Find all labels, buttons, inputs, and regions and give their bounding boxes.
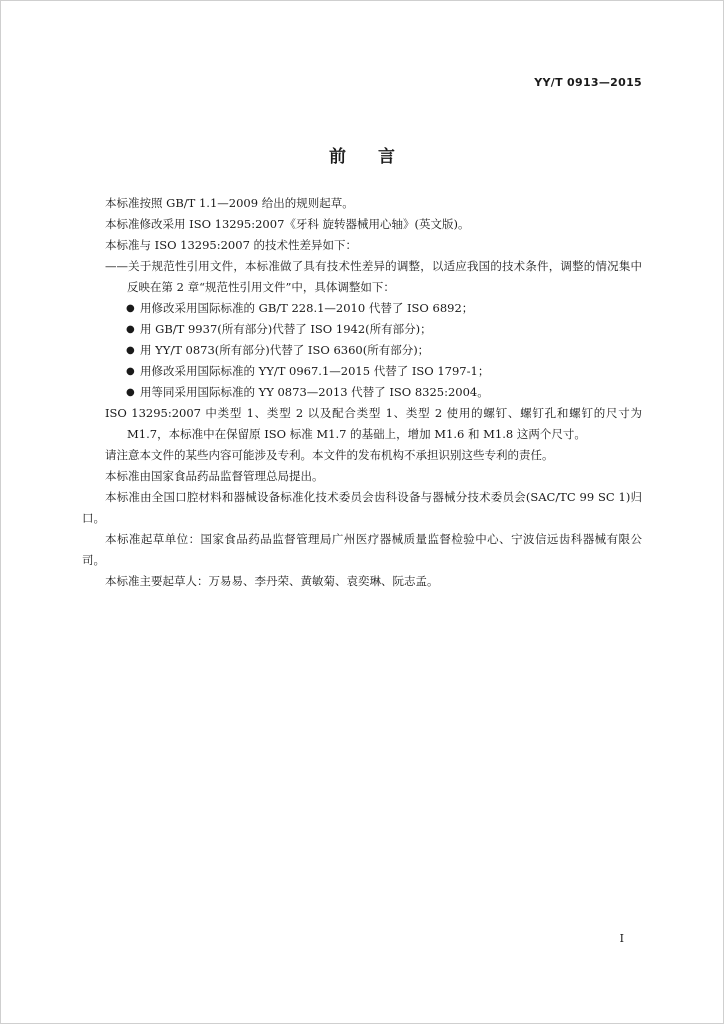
bullet-icon: ● — [126, 345, 135, 356]
page-number: I — [619, 932, 624, 945]
list-item: ● 用修改采用国际标准的 GB/T 228.1—2010 代替了 ISO 6892； — [82, 298, 642, 319]
list-item: ● 用 YY/T 0873(所有部分)代替了 ISO 6360(所有部分)； — [82, 340, 642, 361]
bullet-icon: ● — [126, 387, 135, 398]
paragraph-drafting-units: 本标准起草单位：国家食品药品监督管理局广州医疗器械质量监督检验中心、宁波信远齿科器械有限公司。 — [82, 532, 642, 567]
paragraph-committee: 本标准由全国口腔材料和器械设备标准化技术委员会齿科设备与器械分技术委员会(SAC/TC 99 SC 1)归口。 — [82, 490, 642, 525]
bullet-icon: ● — [126, 303, 135, 314]
standard-code: YY/T 0913—2015 — [534, 76, 642, 89]
paragraph-proposer: 本标准由国家食品药品监督管理总局提出。 — [105, 469, 324, 483]
bullet-icon: ● — [126, 324, 135, 335]
dash-item-screw-sizes: ISO 13295:2007 中类型 1、类型 2 以及配合类型 1、类型 2 使用的螺钉、螺钉孔和螺钉的尺寸为 M1.7，本标准中在保留原 ISO 标准 M1.7 的基础上，增加 M1.6 和 M1.8 这两个尺寸。 — [105, 406, 642, 441]
list-item: ● 用等同采用国际标准的 YY 0873—2013 代替了 ISO 8325:2004。 — [82, 382, 642, 403]
paragraph-differences-intro: 本标准与 ISO 13295:2007 的技术性差异如下： — [105, 238, 358, 252]
bullet-icon: ● — [126, 366, 135, 377]
paragraph-patent-notice: 请注意本文件的某些内容可能涉及专利。本文件的发布机构不承担识别这些专利的责任。 — [105, 448, 554, 462]
list-item: ● 用 GB/T 9937(所有部分)代替了 ISO 1942(所有部分)； — [82, 319, 642, 340]
paragraph-drafting-rules: 本标准按照 GB/T 1.1—2009 给出的规则起草。 — [105, 196, 354, 210]
dash-item-references: ——关于规范性引用文件，本标准做了具有技术性差异的调整，以适应我国的技术条件，调整的情况集中反映在第 2 章“规范性引用文件”中，具体调整如下： — [105, 259, 642, 294]
document-body — [82, 193, 642, 592]
page-title: 前言 — [329, 147, 427, 167]
paragraph-adoption: 本标准修改采用 ISO 13295:2007《牙科 旋转器械用心轴》(英文版)。 — [105, 217, 470, 231]
paragraph-drafters: 本标准主要起草人：万易易、李丹荣、黄敏菊、袁奕琳、阮志孟。 — [105, 574, 439, 588]
list-item: ● 用修改采用国际标准的 YY/T 0967.1—2015 代替了 ISO 1797-1； — [82, 361, 642, 382]
